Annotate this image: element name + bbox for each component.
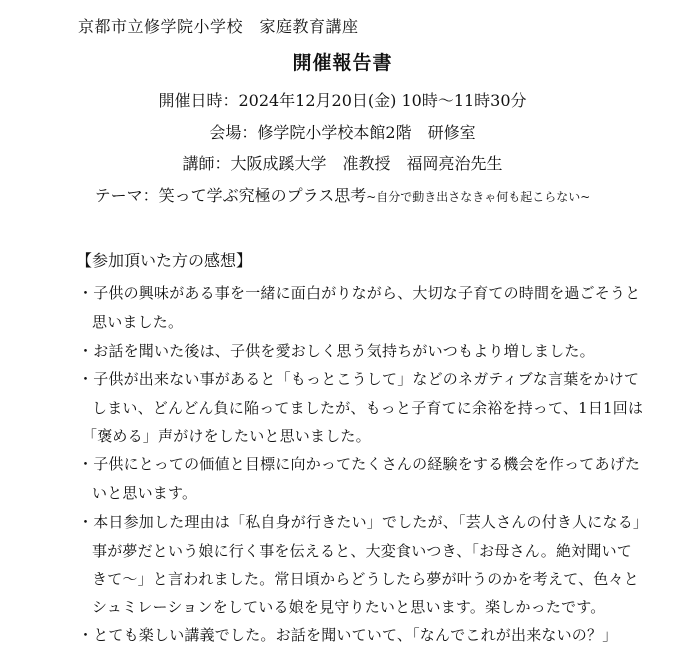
comment-5-line-1: ・本日参加した理由は「私自身が行きたい」でしたが、「芸人さんの付き人になる」 <box>78 513 649 531</box>
event-venue: 会場：修学院小学校本館2階 研修室 <box>209 123 476 142</box>
event-lecturer: 講師：大阪成蹊大学 准教授 福岡亮治先生 <box>182 154 503 173</box>
comment-3-line-3: 「褒める」声がけをしたいと思いました。 <box>82 427 371 445</box>
comment-1-line-2: 思いました。 <box>92 313 184 331</box>
comment-5-line-2: 事が夢だという娘に行く事を伝えると、大変食いつき、「お母さん。絶対聞いて <box>92 542 633 560</box>
comment-6-line-1: ・とても楽しい講義でした。お話を聞いていて、「なんでこれが出来ないの？」 <box>78 626 618 644</box>
theme-main: テーマ：笑って学ぶ究極のプラス思考 <box>94 186 367 205</box>
comment-2-line-1: ・お話を聞いた後は、子供を愛おしく思う気持ちがいつもより増しました。 <box>78 342 595 360</box>
comment-1-line-1: ・子供の興味がある事を一緒に面白がりながら、大切な子育ての時間を過ごそうと <box>78 284 641 302</box>
report-title: 開催報告書 <box>292 52 393 74</box>
comment-5-line-3: きて～」と言われました。常日頃からどうしたら夢が叶うのかを考えて、色々と <box>92 570 639 588</box>
comment-4-line-2: いと思います。 <box>92 484 198 502</box>
theme-subtitle: ~自分で動き出さなきゃ何も起こらない~ <box>366 190 591 204</box>
comment-5-line-4: シュミレーションをしている娘を見守りたいと思います。楽しかったです。 <box>92 598 606 616</box>
event-theme <box>0 183 685 206</box>
event-date: 開催日時：2024年12月20日(金) 10時～11時30分 <box>158 91 527 110</box>
comment-3-line-1: ・子供が出来ない事があると「もっとこうして」などのネガティブな言葉をかけて <box>78 370 640 388</box>
feedback-section-title: 【参加頂いた方の感想】 <box>76 251 253 270</box>
comment-4-line-1: ・子供にとっての価値と目標に向かってたくさんの経験をする機会を作ってあげた <box>78 455 641 473</box>
school-course-title: 京都市立修学院小学校 家庭教育講座 <box>78 17 359 36</box>
comment-3-line-2: しまい、どんどん負に陥ってましたが、もっと子育てに余裕を持って、1日1回は <box>92 399 644 417</box>
